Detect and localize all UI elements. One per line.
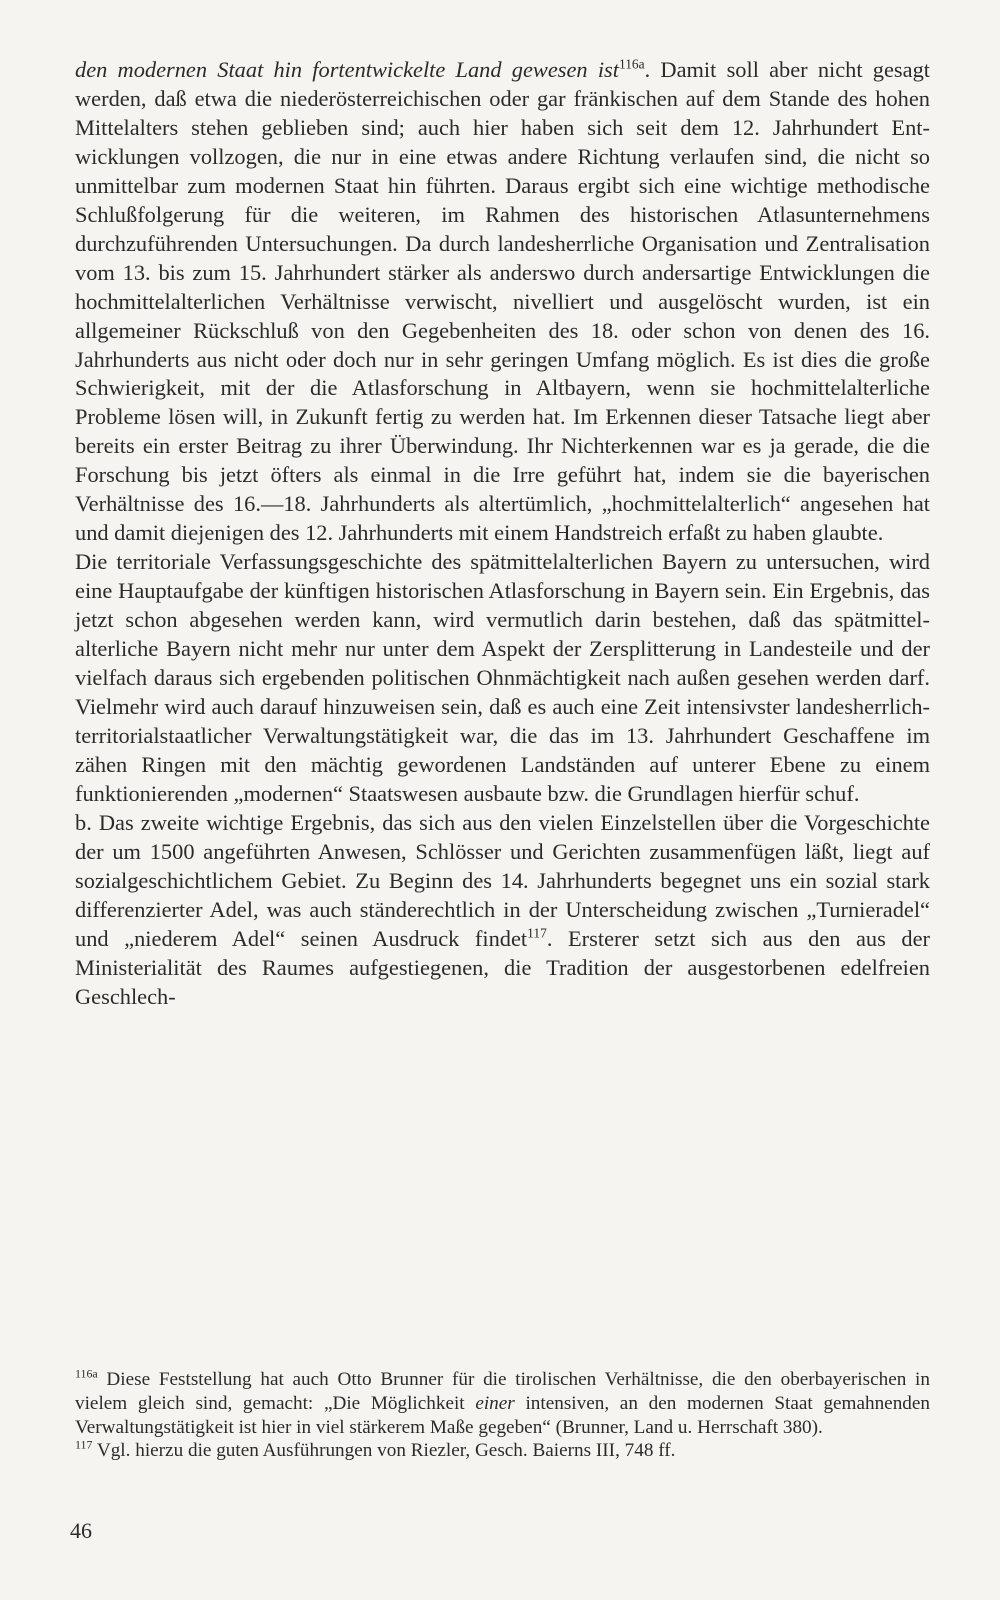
main-text <box>75 56 930 1011</box>
footnote-text: Diese Feststellung hat auch Otto Brunner für die tirolischen Verhältnisse, die den oberbayerischen in vielem gleich sind, gemacht: „Die Möglichkeit <box>75 1369 930 1414</box>
footnote-text: intensiven, an den modernen Staat gemahnenden Verwaltungstätigkeit ist hier in viel stärkerem Maße gegeben“ (Brunner, Land u. Herrschaft 380). <box>75 1392 930 1438</box>
footnote-mark: 117 <box>75 1438 93 1452</box>
footnote-ref-116a: 116a <box>618 56 645 72</box>
paragraph-1 <box>75 56 930 548</box>
paragraph-3-text-after: . Ersterer setzt sich aus den aus der Ministerialität des Raumes aufgestiegenen, die Tradition der ausgestorbenen edelfreien Geschlech- <box>75 925 930 1009</box>
footnote-mark: 116a <box>75 1366 98 1381</box>
footnote-116a <box>75 1368 930 1439</box>
paragraph-2: Die territoriale Verfassungsgeschichte des spätmittelalterlichen Bayern zu untersuchen, wird eine Hauptaufgabe der künftigen historischen Atlasforschung in Bayern sein. Ein Ergebnis, das jetzt schon abgesehen werden kann, wird vermutlich darin bestehen, daß das spätmittelalterliche Bayern nicht mehr nur unter dem Aspekt der Zersplitterung in Landesteile und der vielfach daraus sich ergebenden politischen Ohnmächtigkeit nach außen gesehen werden darf. Vielmehr wird auch darauf hinzuweisen sein, daß es auch eine Zeit intensivster landesherrlich-territorialstaatlicher Verwaltungstätigkeit war, die das im 13. Jahrhundert Geschaffene im zähen Ringen mit den mächtig gewordenen Landständen auf unterer Ebene zu einem funktionierenden „modernen“ Staatswesen ausbaute bzw. die Grundlagen hierfür schuf. <box>75 549 930 806</box>
footnote-italic: einer <box>475 1392 515 1414</box>
footnote-text: Vgl. hierzu die guten Ausführungen von Riezler, Gesch. Baierns III, 748 ff. <box>92 1440 676 1462</box>
page-number: 46 <box>70 1518 92 1543</box>
paragraph-3 <box>75 809 930 1012</box>
paragraph-1-text: . Damit soll aber nicht gesagt werden, daß etwa die niederösterreichischen oder gar fränkischen auf dem Stande des hohen Mittelalters stehen geblieben sind; auch hier haben sich seit dem 12. Jahrhundert Entwicklungen vollzogen, die nur in eine etwas andere Richtung verlaufen sind, die nicht so unmittelbar zum modernen Staat hin führten. Daraus ergibt sich eine wichtige methodische Schlußfolgerung für die weiteren, im Rahmen des historischen Atlasunternehmens durchzuführenden Untersuchungen. Da durch landesherrliche Organisation und Zentralisation vom 13. bis zum 15. Jahrhundert stärker als anderswo durch andersartige Entwicklungen die hochmittelalterlichen Verhältnisse verwischt, nivelliert und ausgelöscht wurden, ist ein allgemeiner Rückschluß von den Gegebenheiten des 18. oder schon von denen des 16. Jahrhunderts aus nicht oder doch nur in sehr geringen Umfang möglich. Es ist dies die große Schwierigkeit, mit der die Atlasforschung in Altbayern, wenn sie hochmittelalterliche Probleme lösen will, in Zukunft fertig zu werden hat. Im Erkennen dieser Tatsache liegt aber bereits ein erster Beitrag zu ihrer Überwindung. Ihr Nichterkennen war es ja gerade, die die Forschung bis jetzt öfters als einmal in die Irre geführt hat, indem sie die bayerischen Verhältnisse des 16.—18. Jahrhunderts als altertümlich, „hochmittelalterlich“ angesehen hat und damit diejenigen des 12. Jahrhunderts mit einem Handstreich erfaßt zu haben glaubte. <box>75 57 930 546</box>
italic-lead: den modernen Staat hin fortentwickelte Land gewesen ist <box>75 57 619 82</box>
footnotes <box>75 1368 930 1463</box>
footnote-117 <box>75 1439 930 1463</box>
paragraph-3-text-before: b. Das zweite wichtige Ergebnis, das sich aus den vielen Einzelstellen über die Vorgeschichte der um 1500 angeführten Anwesen, Schlösser und Gerichten zusammenfügen läßt, liegt auf sozialgeschichtlichem Gebiet. Zu Beginn des 14. Jahrhunderts begegnet uns ein sozial stark differenzierter Adel, was auch ständerechtlich in der Unterscheidung zwischen „Turnieradel“ und „niederem Adel“ seinen Ausdruck findet <box>75 809 930 951</box>
footnote-ref-117: 117 <box>527 925 547 941</box>
